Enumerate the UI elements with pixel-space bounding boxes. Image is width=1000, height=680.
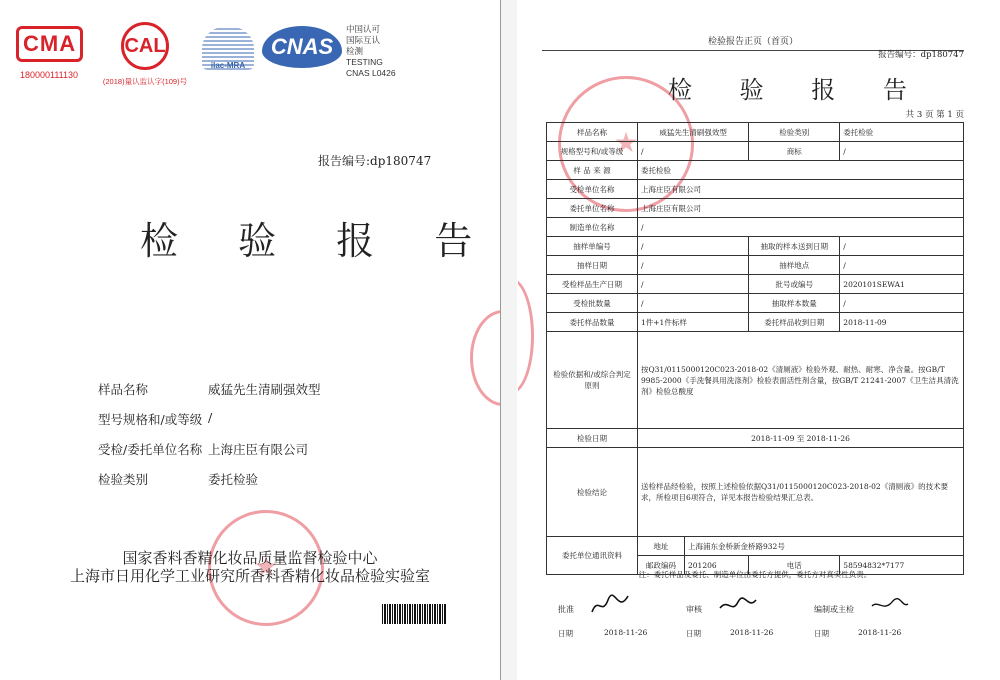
cell-label: 委托样品收到日期 <box>749 313 840 332</box>
info-value: / <box>208 410 213 425</box>
cell-value: / <box>840 294 964 313</box>
cell-label: 样 品 来 源 <box>547 161 638 180</box>
cell-value: / <box>638 218 964 237</box>
info-row <box>98 380 321 410</box>
cell-label: 抽样地点 <box>749 256 840 275</box>
table-row <box>547 199 964 218</box>
cell-value: 2018-11-09 至 2018-11-26 <box>638 429 964 448</box>
cell-value: / <box>638 294 749 313</box>
reviewer-signature <box>718 592 758 618</box>
approver-signature <box>590 592 630 618</box>
cell-label: 委托样品数量 <box>547 313 638 332</box>
info-row <box>98 440 321 470</box>
table-row <box>547 313 964 332</box>
table-row <box>547 256 964 275</box>
cell-value: / <box>840 237 964 256</box>
cnas-line: 国际互认 <box>346 35 381 45</box>
info-value: 委托检验 <box>208 472 259 487</box>
report-first-page <box>518 0 1000 680</box>
approve-label: 批准 <box>558 605 574 614</box>
table-row <box>547 237 964 256</box>
cell-value: 1件+1件标样 <box>638 313 749 332</box>
cell-label: 规格型号和/或等级 <box>547 142 638 161</box>
cell-value: / <box>840 142 964 161</box>
cell-value: 上海庄臣有限公司 <box>638 180 964 199</box>
sample-info <box>98 380 321 500</box>
cell-label: 商标 <box>749 142 840 161</box>
cma-logo <box>16 26 82 80</box>
info-label: 受检/委托单位名称 <box>98 442 203 457</box>
cal-logo <box>100 22 190 87</box>
cnas-text <box>346 24 396 79</box>
info-label: 样品名称 <box>98 382 149 397</box>
table-row <box>547 448 964 537</box>
cell-label: 检验依据和/或综合判定原则 <box>547 332 638 429</box>
cell-label: 批号或编号 <box>749 275 840 294</box>
review-date: 2018-11-26 <box>730 628 774 637</box>
table-row <box>547 180 964 199</box>
cal-mark: CAL <box>121 22 169 70</box>
cnas-logo <box>262 26 342 68</box>
review-label: 审核 <box>686 605 702 614</box>
cell-label: 检验类别 <box>749 123 840 142</box>
cell-value: 按Q31/0115000120C023-2018-02《清厕液》检验外观、耐热、耐寒、净含量。按GB/T 9985-2000《手洗餐具用洗涤剂》检验表面活性剂含量，按GB/T 21241-2007《卫生洁具清洗剂》检验总酸度 <box>638 332 964 429</box>
cma-mark: CMA <box>16 26 83 62</box>
table-row <box>547 161 964 180</box>
org-name-line-1: 国家香料香精化妆品质量监督检验中心 <box>122 549 378 567</box>
cma-code: 180000111130 <box>19 70 79 80</box>
footnote: 注：委托样品及委托、制造单位由委托方提供，委托方对真实性负责。 <box>638 570 872 579</box>
cell-value: 委托检验 <box>840 123 964 142</box>
cell-label: 抽样单编号 <box>547 237 638 256</box>
report-number: 报告编号:dp180747 <box>318 154 432 168</box>
approve-date: 2018-11-26 <box>604 628 648 637</box>
cell-value: / <box>840 256 964 275</box>
cell-label: 邮政编码 <box>638 556 685 575</box>
cnas-line: TESTING <box>346 57 383 67</box>
info-label: 型号规格和/或等级 <box>98 412 203 427</box>
date-label: 日期 <box>558 629 573 638</box>
cnas-line: 检测 <box>346 46 364 56</box>
cell-label: 委托单位通讯资料 <box>547 537 638 575</box>
cell-label: 检验结论 <box>547 448 638 537</box>
cell-value: 上海庄臣有限公司 <box>638 199 964 218</box>
table-row <box>547 123 964 142</box>
cell-label: 抽样日期 <box>547 256 638 275</box>
cell-value: 2018-11-09 <box>840 313 964 332</box>
cell-label: 委托单位名称 <box>547 199 638 218</box>
report-table <box>546 122 964 575</box>
org-name-line-2: 上海市日用化学工业研究所香料香精化妆品检验实验室 <box>69 567 430 585</box>
cell-value: / <box>638 275 749 294</box>
page-title: 检 验 报 告 <box>140 219 497 263</box>
table-row <box>547 142 964 161</box>
cnas-line: CNAS L0426 <box>346 68 396 78</box>
date-label: 日期 <box>686 629 701 638</box>
page-count: 共 3 页 第 1 页 <box>905 110 964 120</box>
edge-seal-stamp <box>518 278 534 394</box>
cell-value: / <box>638 256 749 275</box>
cell-label: 抽取样本数量 <box>749 294 840 313</box>
cell-label: 电话 <box>749 556 840 575</box>
cell-value: 2020101SEWA1 <box>840 275 964 294</box>
page-gap <box>501 0 517 680</box>
cell-value: / <box>638 237 749 256</box>
info-value: 威猛先生清刷强效型 <box>208 382 321 397</box>
cell-value: 威猛先生清刷强效型 <box>638 123 749 142</box>
cell-value: 委托检验 <box>638 161 964 180</box>
cell-label: 抽取的样本送到日期 <box>749 237 840 256</box>
report-number: 报告编号：dp180747 <box>878 50 964 60</box>
cnas-line: 中国认可 <box>346 24 381 34</box>
cell-label: 检验日期 <box>547 429 638 448</box>
table-row <box>547 332 964 429</box>
cell-value: 201206 <box>685 556 749 575</box>
cell-label: 制造单位名称 <box>547 218 638 237</box>
info-value: 上海庄臣有限公司 <box>208 442 309 457</box>
cell-label: 受检样品生产日期 <box>547 275 638 294</box>
cnas-mark: CNAS <box>262 26 342 68</box>
ilac-mark: ilac-MRA <box>202 26 254 70</box>
table-row <box>547 275 964 294</box>
cell-value: / <box>638 142 749 161</box>
cell-label: 受检单位名称 <box>547 180 638 199</box>
ilac-logo <box>198 26 258 70</box>
info-row <box>98 410 321 440</box>
table-row <box>547 218 964 237</box>
table-row <box>547 429 964 448</box>
main-date: 2018-11-26 <box>858 628 902 637</box>
page-header: 检验报告正页（首页） <box>542 34 964 51</box>
date-label: 日期 <box>814 629 829 638</box>
cal-code: (2018)量认监认字(109)号 <box>102 77 188 86</box>
table-row <box>547 294 964 313</box>
page-title: 检 验 报 告 <box>668 76 927 104</box>
cell-value: 送检样品经检验，按照上述检验依据Q31/0115000120C023-2018-02《清厕液》的技术要求，所检项目6项符合，详见本报告检验结果汇总表。 <box>638 448 964 537</box>
cell-label: 样品名称 <box>547 123 638 142</box>
inspector-signature <box>870 592 910 618</box>
info-row <box>98 470 321 500</box>
main-inspector-label: 编制或主检 <box>814 605 854 614</box>
cell-value: 58594832*7177 <box>840 556 964 575</box>
table-row <box>547 537 964 556</box>
cell-label: 地址 <box>638 537 685 556</box>
edge-seal-stamp <box>470 310 501 406</box>
cell-label: 受检批数量 <box>547 294 638 313</box>
barcode <box>382 604 446 624</box>
cell-value: 上海浦东金桥新金桥路932号 <box>685 537 964 556</box>
info-label: 检验类别 <box>98 472 149 487</box>
